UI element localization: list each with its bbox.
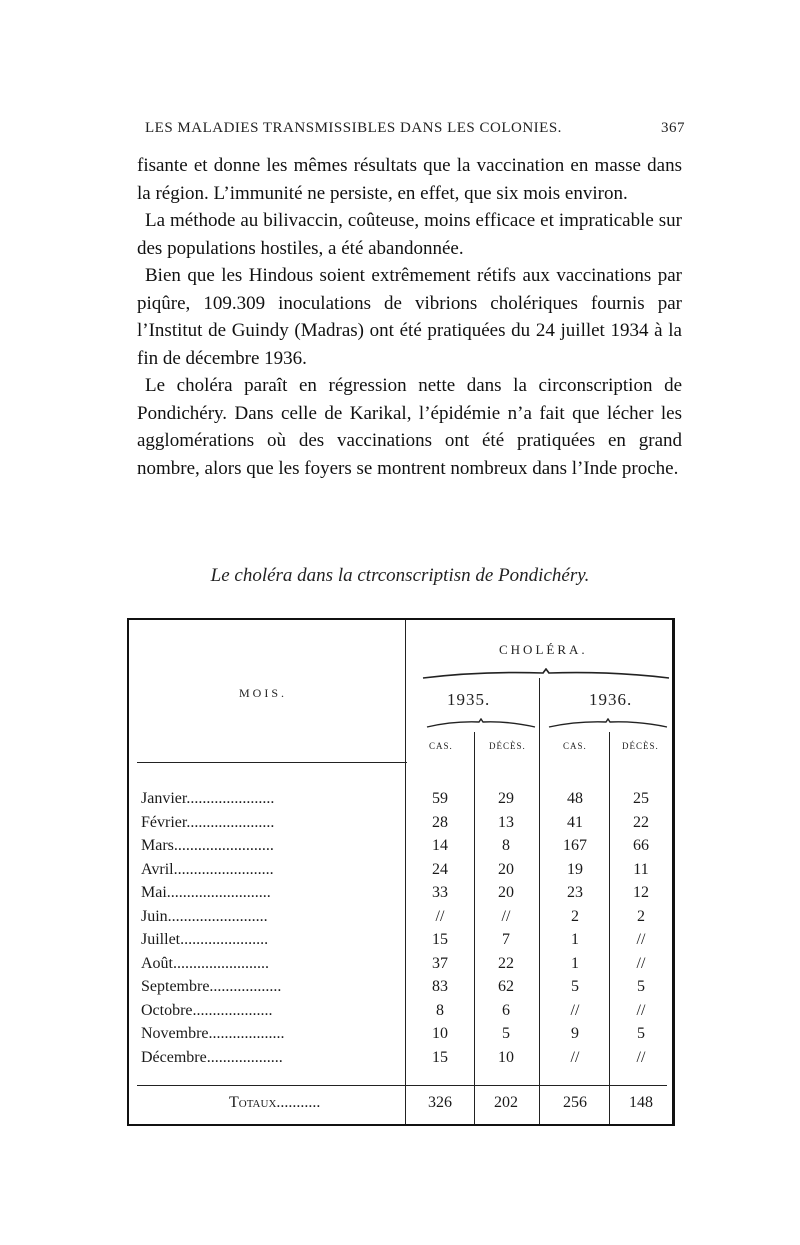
cell: 2 — [571, 907, 579, 925]
table-row — [129, 1049, 677, 1073]
month-label: Décembre................... — [141, 1048, 283, 1066]
cell: 11 — [633, 860, 649, 878]
table-row — [129, 978, 677, 1002]
cell: 83 — [432, 978, 448, 995]
table-caption: Le choléra dans la ctrconscriptisn de Pondichéry. — [210, 565, 590, 586]
cell: 10 — [432, 1025, 448, 1042]
cell: 9 — [571, 1025, 579, 1042]
month-label: Septembre.................. — [141, 978, 282, 995]
year-header-1935: 1935. — [447, 690, 491, 709]
cell: 23 — [567, 884, 583, 901]
cell: 1 — [571, 954, 579, 972]
month-label: Février...................... — [141, 813, 275, 831]
cell: 33 — [432, 884, 448, 901]
cell: 19 — [567, 860, 583, 878]
sub-header-deces-1935: DÉCÈS. — [489, 741, 526, 751]
cell: 15 — [432, 931, 448, 948]
cholera-table — [127, 618, 675, 1126]
cell: 6 — [502, 1001, 510, 1019]
cell: 1 — [571, 931, 579, 948]
page-number: 367 — [661, 120, 685, 136]
cell: 62 — [498, 978, 514, 995]
cell: 167 — [563, 837, 587, 854]
cell: // — [570, 1048, 580, 1066]
paragraph: Le choléra paraît en régression nette dans la circonscription de Pondichéry. Dans celle de Karikal, l’épidémie n’a fait que lécher les agglomérations où des vaccinations ont été pratiquées en grand nombre, alors que les foyers se montrent nombreux dans l’Inde proche. — [137, 375, 682, 479]
running-header — [145, 120, 685, 137]
table-row — [129, 884, 677, 908]
cell: 22 — [633, 813, 649, 831]
month-label: Avril......................... — [141, 860, 274, 878]
header-rule — [137, 762, 407, 763]
sub-header-deces-1936: DÉCÈS. — [622, 741, 659, 751]
cell: // — [570, 1001, 580, 1019]
cell: 2 — [637, 907, 645, 925]
cell: 48 — [567, 790, 583, 807]
cell: 5 — [637, 978, 645, 995]
year-brace-1936 — [547, 718, 669, 730]
total-cell: 256 — [563, 1094, 587, 1111]
table-row — [129, 955, 677, 979]
month-label: Août........................ — [141, 954, 269, 972]
month-label: Mai.......................... — [141, 884, 271, 901]
month-label: Novembre................... — [141, 1025, 285, 1042]
cell: 24 — [432, 860, 448, 878]
cell: 5 — [502, 1025, 510, 1042]
sub-header-cas-1936: CAS. — [563, 741, 587, 751]
total-cell: 148 — [629, 1094, 653, 1111]
mois-header: MOIS. — [239, 686, 288, 700]
paragraph: La méthode au bilivaccin, coûteuse, moins efficace et impraticable sur des populations hostiles, a été abandonnée. — [137, 210, 682, 259]
table-row — [129, 861, 677, 885]
cell: 5 — [571, 978, 579, 995]
cell: 20 — [498, 884, 514, 901]
totals-rule — [137, 1085, 667, 1086]
table-row — [129, 931, 677, 955]
month-label: Mars......................... — [141, 837, 274, 854]
paragraph: Bien que les Hindous soient extrêmement rétifs aux vaccinations par piqûre, 109.309 inoculations de vibrions cholériques fournis par l’Institut de Guindy (Madras) ont été pratiquées du 24 juillet 1934 à la fin de décembre 1936. — [137, 265, 682, 369]
cell: 28 — [432, 813, 448, 831]
month-label: Juin......................... — [141, 907, 268, 925]
cell: 66 — [633, 837, 649, 854]
month-label: Juillet...................... — [141, 931, 269, 948]
paragraph: fisante et donne les mêmes résultats que la vaccination en masse dans la région. L’immunité ne persiste, en effet, que six mois environ. — [137, 155, 682, 204]
cell: 20 — [498, 860, 514, 878]
cell: 5 — [637, 1025, 645, 1042]
cell: // — [636, 1001, 646, 1019]
table-row — [129, 837, 677, 861]
cell: 37 — [432, 954, 448, 972]
cell: // — [636, 931, 646, 948]
month-label: Octobre.................... — [141, 1001, 273, 1019]
sub-header-cas-1935: CAS. — [429, 741, 453, 751]
cholera-header: CHOLÉRA. — [499, 642, 588, 657]
cholera-brace — [421, 668, 671, 682]
cell: 13 — [498, 813, 514, 831]
table-row — [129, 908, 677, 932]
table-row — [129, 814, 677, 838]
cell: 59 — [432, 790, 448, 807]
running-title: LES MALADIES TRANSMISSIBLES DANS LES COLONIES. — [145, 120, 562, 136]
cell: // — [435, 907, 445, 925]
totals-row — [129, 1094, 677, 1118]
cell: 8 — [502, 837, 510, 854]
cell: // — [501, 907, 511, 925]
cell: 15 — [432, 1048, 448, 1066]
body-text — [137, 152, 682, 482]
cell: 29 — [498, 790, 514, 807]
cell: // — [636, 1048, 646, 1066]
month-label: Janvier...................... — [141, 790, 275, 807]
total-cell: 202 — [494, 1094, 518, 1111]
cell: // — [636, 954, 646, 972]
year-brace-1935 — [425, 718, 537, 730]
cell: 10 — [498, 1048, 514, 1066]
cell: 41 — [567, 813, 583, 831]
total-cell: 326 — [428, 1094, 452, 1111]
cell: 8 — [436, 1001, 444, 1019]
table-row — [129, 790, 677, 814]
cell: 25 — [633, 790, 649, 807]
cell: 7 — [502, 931, 510, 948]
table-row — [129, 1025, 677, 1049]
totals-label: Totaux........... — [229, 1094, 321, 1111]
cell: 12 — [633, 884, 649, 901]
cell: 22 — [498, 954, 514, 972]
table-row — [129, 1002, 677, 1026]
cell: 14 — [432, 837, 448, 854]
year-header-1936: 1936. — [589, 690, 633, 709]
